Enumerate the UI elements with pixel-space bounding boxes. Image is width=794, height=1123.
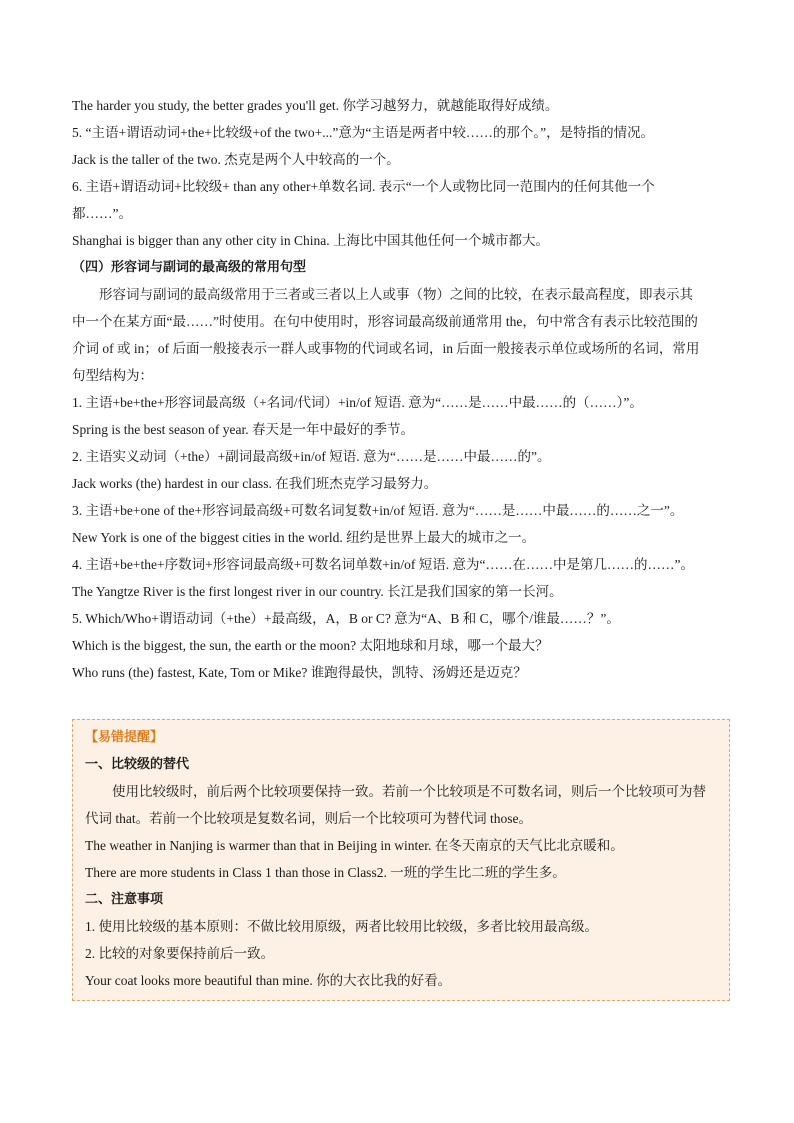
text-line: New York is one of the biggest cities in the world. 纽约是世界上最大的城市之一。: [72, 530, 536, 545]
box-heading: 一、比较级的替代: [85, 757, 190, 772]
paragraph-line: 句型结构为：: [72, 368, 153, 383]
box-heading: 二、注意事项: [85, 892, 164, 907]
box-note: 2. 比较的对象要保持前后一致。: [85, 946, 274, 961]
text-line: 3. 主语+be+one of the+形容词最高级+可数名词复数+in/of 短语. 意为“……是……中最……的……之一”。: [72, 503, 684, 518]
text-line: 2. 主语实义动词（+the）+副词最高级+in/of 短语. 意为“……是……中最……的”。: [72, 449, 551, 464]
text-line: 4. 主语+be+the+序数词+形容词最高级+可数名词单数+in/of 短语. 意为“……在……中是第几……的……”。: [72, 557, 695, 572]
document-body: [72, 92, 732, 686]
box-note: 1. 使用比较级的基本原则：不做比较用原级，两者比较用比较级，多者比较用最高级。: [85, 919, 598, 934]
box-example: The weather in Nanjing is warmer than that in Beijing in winter. 在冬天南京的天气比北京暖和。: [85, 838, 624, 853]
text-line: Shanghai is bigger than any other city in China. 上海比中国其他任何一个城市都大。: [72, 233, 549, 248]
box-paragraph-line: 代词 that。若前一个比较项是复数名词，则后一个比较项可为替代词 those。: [85, 811, 532, 826]
text-line: 1. 主语+be+the+形容词最高级（+名词/代词）+in/of 短语. 意为“……是……中最……的（……）”。: [72, 395, 643, 410]
paragraph-line: 形容词与副词的最高级常用于三者或三者以上人或事（物）之间的比较，在表示最高程度，即表示其: [99, 287, 693, 302]
paragraph-line: 介词 of 或 in；of 后面一般接表示一群人或事物的代词或名词，in 后面一般接表示单位或场所的名词，常用: [72, 341, 700, 356]
text-line: Jack is the taller of the two. 杰克是两个人中较高的一个。: [72, 152, 400, 167]
box-example: Your coat looks more beautiful than mine. 你的大衣比我的好看。: [85, 973, 452, 988]
error-reminder-box: [72, 719, 730, 1001]
text-line: The Yangtze River is the first longest river in our country. 长江是我们国家的第一长河。: [72, 584, 563, 599]
text-line: Spring is the best season of year. 春天是一年中最好的季节。: [72, 422, 414, 437]
text-line: Who runs (the) fastest, Kate, Tom or Mike? 谁跑得最快，凯特、汤姆还是迈克？: [72, 665, 527, 680]
text-line: The harder you study, the better grades you'll get. 你学习越努力，就越能取得好成绩。: [72, 98, 559, 113]
text-line: Which is the biggest, the sun, the earth or the moon? 太阳地球和月球，哪一个最大？: [72, 638, 549, 653]
paragraph-line: 中一个在某方面“最……”时使用。在句中使用时，形容词最高级前通常用 the，句中常含有表示比较范围的: [72, 314, 698, 329]
section-heading: （四）形容词与副词的最高级的常用句型: [72, 260, 307, 275]
text-line: Jack works (the) hardest in our class. 在我们班杰克学习最努力。: [72, 476, 438, 491]
text-line: 5. “主语+谓语动词+the+比较级+of the two+...”意为“主语是两者中较……的那个。”，是特指的情况。: [72, 125, 655, 140]
text-line: 6. 主语+谓语动词+比较级+ than any other+单数名词. 表示“一个人或物比同一范围内的任何其他一个: [72, 179, 655, 194]
text-line: 都……”。: [72, 206, 132, 221]
box-paragraph-line: 使用比较级时，前后两个比较项要保持一致。若前一个比较项是不可数名词，则后一个比较项可为替: [112, 784, 706, 799]
box-title: 【易错提醒】: [85, 730, 164, 745]
text-line: 5. Which/Who+谓语动词（+the）+最高级，A，B or C? 意为“A、B 和 C，哪个/谁最……？”。: [72, 611, 620, 626]
box-example: There are more students in Class 1 than those in Class2. 一班的学生比二班的学生多。: [85, 865, 566, 880]
